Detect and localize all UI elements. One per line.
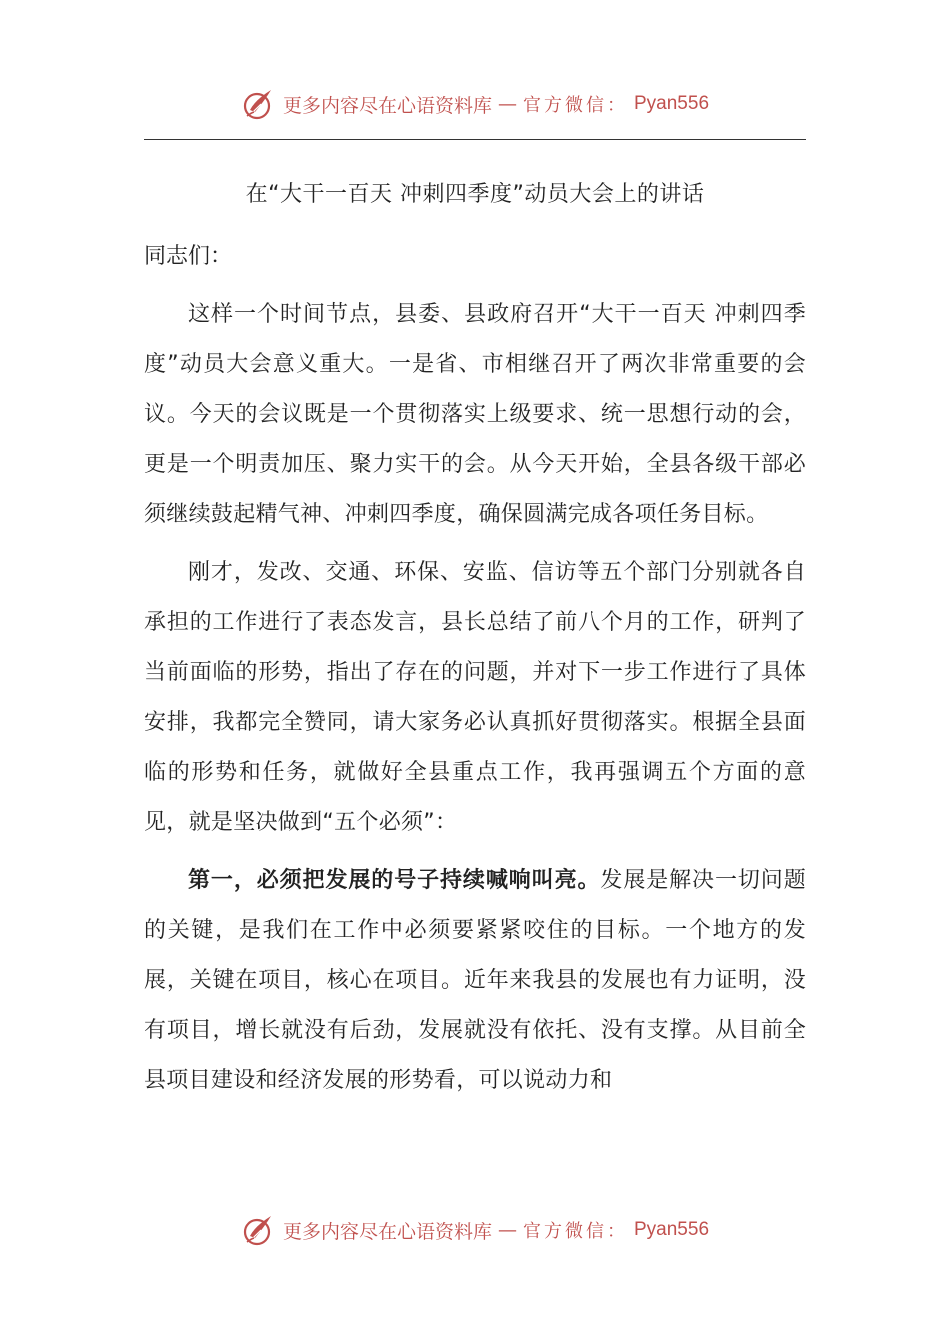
document-salutation: 同志们：: [144, 244, 233, 269]
document-title: 在“大干一百天 冲刺四季度”动员大会上的讲话: [245, 182, 705, 207]
quill-logo-icon: [241, 86, 277, 122]
banner-dash: —: [498, 1219, 517, 1241]
banner-wechat-label: 官方微信：: [523, 1221, 628, 1242]
paragraph-text: 这样一个时间节点，县委、县政府召开“大干一百天 冲刺四季度”动员大会意义重大。一是省、市相继召开了两次非常重要的会议。今天的会议既是一个贯彻落实上级要求、统一思想行动的会，更是一个明责加压、聚力实干的会。从今天开始，全县各级干部必须继续鼓起精气神、冲刺四季度，确保圆满完成各项任务目标。: [144, 302, 806, 527]
banner-wechat-id: Pyan556: [634, 93, 710, 114]
quill-logo-icon: [241, 1212, 277, 1248]
banner-wechat-id: Pyan556: [634, 1219, 710, 1240]
header-banner: [0, 82, 950, 126]
banner-dash: —: [498, 93, 517, 115]
header-divider: [144, 139, 806, 140]
paragraph-1: [144, 290, 806, 540]
paragraph-text: 刚才，发改、交通、环保、安监、信访等五个部门分别就各自承担的工作进行了表态发言，县长总结了前八个月的工作，研判了当前面临的形势，指出了存在的问题，并对下一步工作进行了具体安排，我都完全赞同，请大家务必认真抓好贯彻落实。根据全县面临的形势和任务，就做好全县重点工作，我再强调五个方面的意见，就是坚决做到“五个必须”：: [144, 560, 806, 835]
document-body: [144, 170, 806, 1114]
paragraph-lead-bold: 第一，必须把发展的号子持续喊响叫亮。: [188, 868, 601, 893]
paragraph-2: [144, 548, 806, 848]
banner-wechat-label: 官方微信：: [523, 95, 628, 116]
banner-brand-text: 更多内容尽在心语资料库: [282, 94, 492, 117]
paragraph-3: [144, 856, 806, 1106]
footer-banner: [0, 1208, 950, 1252]
banner-brand-text: 更多内容尽在心语资料库: [282, 1220, 492, 1243]
paragraph-text: 发展是解决一切问题的关键，是我们在工作中必须要紧紧咬住的目标。一个地方的发展，关键在项目，核心在项目。近年来我县的发展也有力证明，没有项目，增长就没有后劲，发展就没有依托、没有支撑。从目前全县项目建设和经济发展的形势看，可以说动力和: [144, 868, 806, 1093]
